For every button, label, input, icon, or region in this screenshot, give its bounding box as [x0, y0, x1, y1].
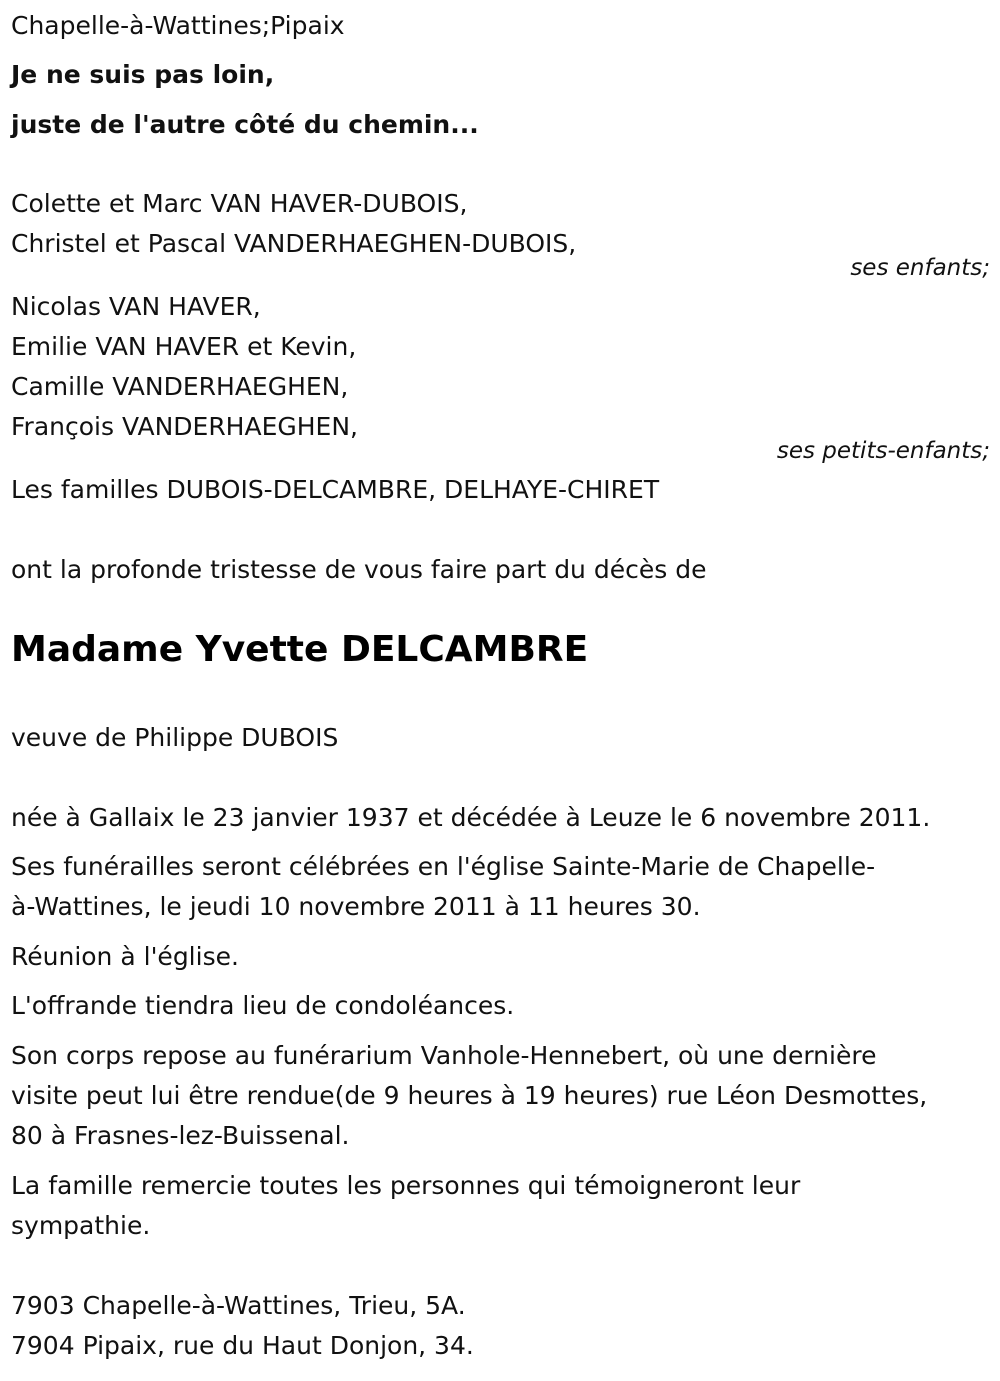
children-name: Colette et Marc VAN HAVER-DUBOIS,: [11, 189, 468, 218]
grandchild-name: François VANDERHAEGHEN,: [11, 412, 358, 441]
offering-line: L'offrande tiendra lieu de condoléances.: [11, 991, 515, 1020]
children-name: Christel et Pascal VANDERHAEGHEN-DUBOIS,: [11, 229, 577, 258]
quote-line-1: Je ne suis pas loin,: [11, 60, 275, 89]
funerarium-line: visite peut lui être rendue(de 9 heures à 19 heures) rue Léon Desmottes,: [11, 1081, 928, 1110]
grandchild-name: Nicolas VAN HAVER,: [11, 292, 261, 321]
announcement-line: ont la profonde tristesse de vous faire part du décès de: [11, 555, 707, 584]
thanks-line: sympathie.: [11, 1211, 151, 1240]
grandchild-name: Camille VANDERHAEGHEN,: [11, 372, 349, 401]
deceased-name: Madame Yvette DELCAMBRE: [11, 629, 589, 670]
grandchildren-label: ses petits-enfants;: [776, 438, 990, 464]
location-line: Chapelle-à-Wattines;Pipaix: [11, 11, 345, 40]
children-label: ses enfants;: [850, 255, 990, 281]
meeting-line: Réunion à l'église.: [11, 942, 239, 971]
funeral-line: Ses funérailles seront célébrées en l'église Sainte-Marie de Chapelle-: [11, 852, 876, 881]
address-line: 7904 Pipaix, rue du Haut Donjon, 34.: [11, 1331, 474, 1360]
quote-line-2: juste de l'autre côté du chemin...: [11, 110, 479, 139]
families-line: Les familles DUBOIS-DELCAMBRE, DELHAYE-CHIRET: [11, 475, 660, 504]
widow-of-line: veuve de Philippe DUBOIS: [11, 723, 339, 752]
grandchild-name: Emilie VAN HAVER et Kevin,: [11, 332, 357, 361]
thanks-line: La famille remercie toutes les personnes qui témoigneront leur: [11, 1171, 801, 1200]
born-died-line: née à Gallaix le 23 janvier 1937 et décédée à Leuze le 6 novembre 2011.: [11, 803, 931, 832]
funeral-line: à-Wattines, le jeudi 10 novembre 2011 à 11 heures 30.: [11, 892, 701, 921]
funerarium-line: Son corps repose au funérarium Vanhole-Hennebert, où une dernière: [11, 1041, 877, 1070]
address-line: 7903 Chapelle-à-Wattines, Trieu, 5A.: [11, 1291, 466, 1320]
funerarium-line: 80 à Frasnes-lez-Buissenal.: [11, 1121, 350, 1150]
